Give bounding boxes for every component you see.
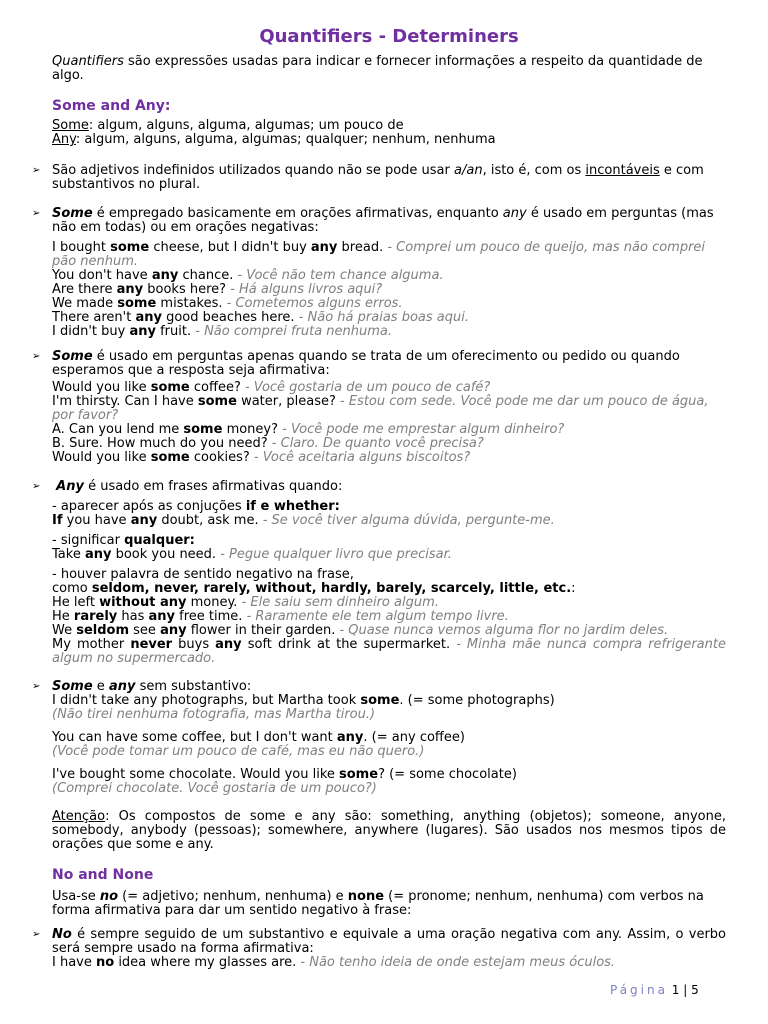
text-run: A. Can you lend me: [52, 422, 184, 437]
text-run: If: [52, 513, 63, 528]
text-run: (Você pode tomar um pouco de café, mas eu não quero.): [52, 744, 425, 759]
text-run: We: [52, 623, 77, 638]
text-run: - Não tenho ideia de onde estejam meus óculos.: [300, 955, 616, 970]
bullet-3-paragraph: [52, 350, 726, 465]
text-run: é usado em frases afirmativas quando:: [83, 479, 343, 494]
bullet-arrow-icon: ➢: [32, 681, 41, 692]
condition-line: [52, 582, 726, 596]
text-run: any: [129, 324, 156, 339]
text-run: - Cometemos alguns erros.: [226, 296, 403, 311]
text-run: book you need.: [111, 547, 221, 562]
example-line: [52, 297, 726, 311]
intro-term: Quantifiers: [52, 54, 124, 69]
text-run: - Comprei um pouco de queijo, mas não comprei pão nenhum.: [52, 240, 706, 269]
example-line: [52, 325, 726, 339]
text-run: I've bought some chocolate. Would you like: [52, 767, 340, 782]
text-run: como: [52, 581, 92, 596]
text-run: Any: [56, 479, 84, 494]
example-translation: [52, 782, 726, 796]
text-run: any: [215, 637, 242, 652]
text-run: - Não comprei fruta nenhuma.: [195, 324, 393, 339]
text-run: a/an: [454, 163, 483, 178]
text-run: My mother: [52, 637, 131, 652]
text-run: He left: [52, 595, 100, 610]
text-run: any: [336, 730, 364, 745]
text-run: You don't have: [52, 268, 152, 283]
text-run: We made: [52, 296, 118, 311]
text-run: you have: [62, 513, 131, 528]
example-line: [52, 395, 726, 423]
text-run: - significar: [52, 533, 125, 548]
text-run: é sempre seguido de um substantivo e equivale a uma oração negativa com any. Assim, o verbo será sempre usado na forma afirmativa:: [52, 927, 726, 956]
text-run: money.: [186, 595, 242, 610]
text-run: - Minha mãe nunca compra refrigerante algum no supermercado.: [52, 637, 726, 666]
text-run: soft drink at the supermarket.: [241, 637, 457, 652]
text-run: , isto é, com os: [482, 163, 586, 178]
text-run: any: [116, 282, 144, 297]
bullet-5-paragraph: [52, 680, 726, 796]
text-run: rarely: [73, 609, 118, 624]
text-run: any: [151, 268, 179, 283]
text-run: B. Sure. How much do you need?: [52, 436, 272, 451]
text-run: some: [117, 296, 157, 311]
text-run: some: [110, 240, 150, 255]
some-word: Some: [52, 118, 89, 133]
text-run: fruit.: [155, 324, 196, 339]
example-line: [52, 423, 726, 437]
bullet-4-paragraph: [52, 480, 726, 666]
text-run: no: [99, 889, 119, 904]
attention-label: Atenção: [52, 809, 106, 824]
text-run: . (= any coffee): [363, 730, 465, 745]
text-run: e: [92, 679, 109, 694]
example-line: [52, 283, 726, 297]
text-run: see: [129, 623, 161, 638]
text-run: any: [135, 310, 162, 325]
intro-text: são expressões usadas para indicar e fornecer informações a respeito da quantidade de algo.: [52, 54, 703, 83]
example-line: [52, 311, 726, 325]
text-run: I didn't buy: [52, 324, 130, 339]
example-line: [52, 731, 726, 745]
text-run: e com substantivos no plural.: [52, 163, 704, 192]
text-run: No: [52, 927, 72, 942]
example-line: [52, 956, 726, 970]
text-run: You can have some coffee, but I don't want: [52, 730, 337, 745]
attention-paragraph: [52, 810, 726, 852]
text-run: (= adjetivo; nenhum, nenhuma) e: [118, 889, 348, 904]
text-run: . (= some photographs): [399, 693, 555, 708]
text-run: São adjetivos indefinidos utilizados quando não se pode usar: [52, 163, 454, 178]
bullet-arrow-icon: ➢: [32, 929, 41, 940]
example-line: [52, 624, 726, 638]
condition-line: [52, 534, 726, 548]
text-run: some: [339, 767, 379, 782]
text-run: - aparecer após as conjuções: [52, 499, 246, 514]
example-line: [52, 437, 726, 451]
text-run: any: [502, 206, 527, 221]
footer-separator: |: [679, 983, 692, 997]
text-run: some: [360, 693, 400, 708]
text-run: - Quase nunca vemos alguma flor no jardim deles.: [339, 623, 669, 638]
text-run: incontáveis: [585, 163, 660, 178]
text-run: free time.: [175, 609, 247, 624]
text-run: - Não há praias boas aqui.: [298, 310, 469, 325]
footer-page-total: 5: [691, 983, 699, 997]
text-run: flower in their garden.: [186, 623, 340, 638]
text-run: some: [197, 394, 237, 409]
text-run: (= pronome; nenhum, nenhuma) com verbos na forma afirmativa para dar um sentido negativo à frase:: [52, 889, 704, 918]
footer-page-label: Página: [610, 983, 668, 997]
example-line: [52, 241, 726, 269]
condition-line: [52, 500, 726, 514]
bullet-1-paragraph: [52, 164, 726, 192]
text-run: none: [347, 889, 385, 904]
text-run: bread.: [337, 240, 388, 255]
text-run: some: [150, 450, 190, 465]
section-heading-no-none: No and None: [52, 867, 154, 883]
bullet-6-paragraph: [52, 928, 726, 970]
example-line: [52, 548, 726, 562]
text-run: - Se você tiver alguma dúvida, pergunte-me.: [262, 513, 555, 528]
some-definition: : algum, alguns, alguma, algumas; um pouco de: [88, 118, 404, 133]
example-translation: [52, 708, 726, 722]
text-run: any: [84, 547, 112, 562]
text-run: without any: [99, 595, 187, 610]
text-run: é usado em perguntas apenas quando se trata de um oferecimento ou pedido ou quando esperamos que a resposta seja afirmativa:: [52, 349, 680, 378]
example-line: [52, 381, 726, 395]
bullet-arrow-icon: ➢: [32, 165, 41, 176]
text-run: Would you like: [52, 380, 151, 395]
text-run: any: [148, 609, 176, 624]
text-run: Some: [52, 349, 93, 364]
text-run: - Você aceitaria alguns biscoitos?: [253, 450, 471, 465]
text-run: (Comprei chocolate. Você gostaria de um pouco?): [52, 781, 377, 796]
text-run: qualquer:: [124, 533, 195, 548]
text-run: é empregado basicamente em orações afirmativas, enquanto: [92, 206, 503, 221]
text-run: Usa-se: [52, 889, 100, 904]
text-run: money?: [222, 422, 283, 437]
text-run: never: [130, 637, 173, 652]
footer-page-number: 1: [671, 983, 680, 997]
text-run: Some: [52, 679, 93, 694]
text-run: é usado em perguntas (mas não em todas) ou em orações negativas:: [52, 206, 714, 235]
text-run: - Você gostaria de um pouco de café?: [244, 380, 491, 395]
text-run: (Não tirei nenhuma fotografia, mas Martha tirou.): [52, 707, 376, 722]
example-line: [52, 269, 726, 283]
text-run: - Pegue qualquer livro que precisar.: [220, 547, 452, 562]
text-run: water, please?: [236, 394, 341, 409]
text-run: books here?: [143, 282, 231, 297]
text-run: any: [310, 240, 338, 255]
example-line: [52, 638, 726, 666]
text-run: buys: [172, 637, 216, 652]
text-run: - Ele saiu sem dinheiro algum.: [241, 595, 439, 610]
bullet-arrow-icon: ➢: [32, 208, 41, 219]
text-run: any: [108, 679, 136, 694]
bullet-2-paragraph: [52, 207, 726, 339]
text-run: some: [183, 422, 223, 437]
text-run: He: [52, 609, 74, 624]
bullet-arrow-icon: ➢: [32, 481, 41, 492]
text-run: Are there: [52, 282, 117, 297]
text-run: seldom, never, rarely, without, hardly, barely, scarcely, little, etc.: [91, 581, 572, 596]
text-run: any: [130, 513, 158, 528]
text-run: if e whether:: [245, 499, 340, 514]
text-run: no: [96, 955, 115, 970]
text-run: - Há alguns livros aqui?: [230, 282, 383, 297]
condition-line: [52, 568, 726, 582]
text-run: seldom: [76, 623, 130, 638]
intro-paragraph: [52, 55, 726, 83]
text-run: - Raramente ele tem algum tempo livre.: [246, 609, 509, 624]
text-run: cheese, but I didn't buy: [149, 240, 311, 255]
example-line: [52, 596, 726, 610]
no-none-paragraph: [52, 890, 726, 918]
example-line: [52, 768, 726, 782]
text-run: I bought: [52, 240, 111, 255]
example-line: [52, 514, 726, 528]
text-run: Some: [52, 206, 93, 221]
text-run: - houver palavra de sentido negativo na frase,: [52, 567, 354, 582]
text-run: has: [117, 609, 149, 624]
text-run: idea where my glasses are.: [114, 955, 301, 970]
text-run: ? (= some chocolate): [378, 767, 517, 782]
any-definition: : algum, alguns, alguma, algumas; qualquer; nenhum, nenhuma: [75, 132, 496, 147]
text-run: chance.: [178, 268, 238, 283]
text-run: I'm thirsty. Can I have: [52, 394, 198, 409]
text-run: doubt, ask me.: [157, 513, 263, 528]
text-run: I have: [52, 955, 96, 970]
text-run: - Você pode me emprestar algum dinheiro?: [282, 422, 565, 437]
text-run: :: [571, 581, 576, 596]
page-footer: [610, 983, 699, 997]
text-run: mistakes.: [156, 296, 227, 311]
example-line: [52, 610, 726, 624]
section-heading-some-any: Some and Any:: [52, 98, 171, 114]
text-run: - Você não tem chance alguma.: [237, 268, 444, 283]
text-run: some: [150, 380, 190, 395]
text-run: I didn't take any photographs, but Martha took: [52, 693, 361, 708]
page-title: Quantifiers - Determiners: [259, 26, 519, 47]
example-line: [52, 451, 726, 465]
attention-text: : Os compostos de some e any são: something, anything (objetos); someone, anyone, somebody, anybody (pessoas); somewhere, anywhere (lugares). São usados nos mesmos tipos de orações que some e any.: [52, 809, 726, 852]
text-run: There aren't: [52, 310, 136, 325]
text-run: Would you like: [52, 450, 151, 465]
any-word: Any: [52, 132, 76, 147]
text-run: good beaches here.: [161, 310, 299, 325]
example-line: [52, 694, 726, 708]
text-run: Take: [52, 547, 85, 562]
text-run: cookies?: [189, 450, 254, 465]
text-run: any: [160, 623, 187, 638]
text-run: - Claro. De quanto você precisa?: [271, 436, 484, 451]
text-run: sem substantivo:: [135, 679, 252, 694]
bullet-arrow-icon: ➢: [32, 351, 41, 362]
some-any-definitions: [52, 119, 726, 147]
text-run: - Estou com sede. Você pode me dar um pouco de água, por favor?: [52, 394, 709, 423]
text-run: coffee?: [189, 380, 245, 395]
example-translation: [52, 745, 726, 759]
